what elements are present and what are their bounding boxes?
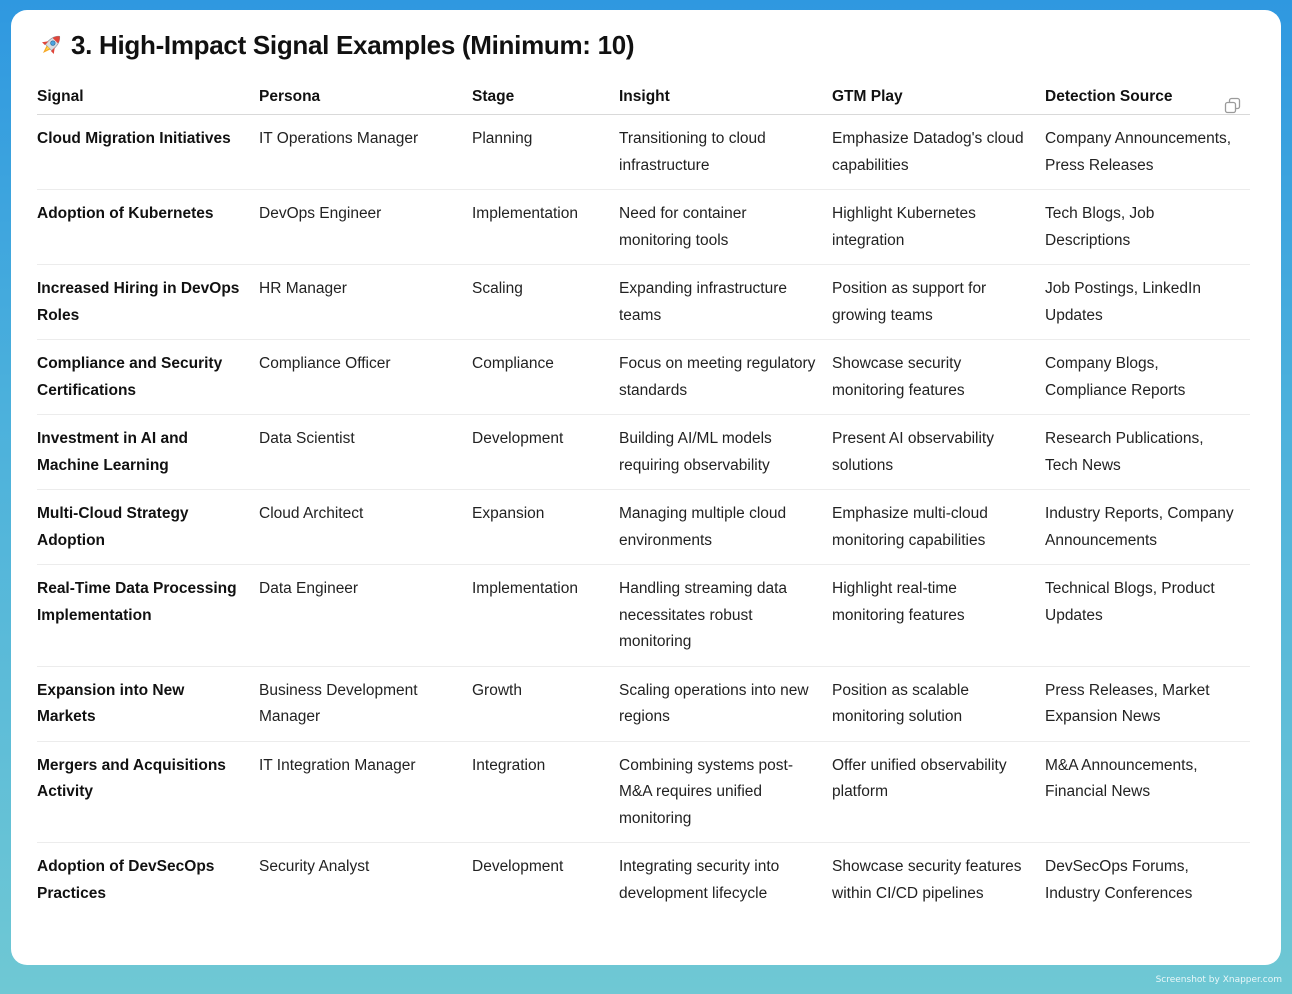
cell-signal: Expansion into New Markets: [37, 666, 259, 741]
cell-gtm-play: Present AI observability solutions: [832, 415, 1045, 490]
cell-signal: Cloud Migration Initiatives: [37, 115, 259, 190]
cell-signal: Investment in AI and Machine Learning: [37, 415, 259, 490]
copy-table-icon[interactable]: [1224, 97, 1242, 115]
cell-persona: HR Manager: [259, 265, 472, 340]
cell-persona: Data Scientist: [259, 415, 472, 490]
cell-stage: Integration: [472, 741, 619, 843]
cell-gtm-play: Emphasize multi-cloud monitoring capabilities: [832, 490, 1045, 565]
cell-gtm-play: Offer unified observability platform: [832, 741, 1045, 843]
cell-stage: Development: [472, 415, 619, 490]
table-row: [37, 190, 1250, 265]
cell-insight: Building AI/ML models requiring observability: [619, 415, 832, 490]
signals-table-container: [37, 80, 1250, 917]
cell-insight: Integrating security into development lifecycle: [619, 858, 780, 902]
cell-persona: Business Development Manager: [259, 666, 472, 741]
section-title-text: 3. High-Impact Signal Examples (Minimum: 10): [71, 29, 635, 60]
cell-detection-source: Job Postings, LinkedIn Updates: [1045, 265, 1250, 340]
cell-persona: Compliance Officer: [259, 340, 472, 415]
cell-persona: IT Operations Manager: [259, 115, 472, 190]
column-header-stage: Stage: [472, 80, 619, 115]
cell-gtm-play: Position as scalable monitoring solution: [832, 666, 1045, 741]
cell-persona: Cloud Architect: [259, 490, 472, 565]
cell-insight: Handling streaming data necessitates robust monitoring: [619, 565, 832, 667]
section-title: [37, 28, 634, 62]
table-row: [37, 490, 1250, 565]
cell-stage: Scaling: [472, 265, 619, 340]
cell-signal: Increased Hiring in DevOps Roles: [37, 265, 259, 340]
column-header-persona: Persona: [259, 80, 472, 115]
cell-persona: Data Engineer: [259, 565, 472, 667]
cell-detection-source: Press Releases, Market Expansion News: [1045, 666, 1250, 741]
cell-detection-source: Technical Blogs, Product Updates: [1045, 565, 1250, 667]
table-row: [37, 843, 1250, 918]
cell-gtm-play: Showcase security features within CI/CD pipelines: [832, 858, 1022, 902]
table-row: [37, 565, 1250, 667]
cell-stage: Compliance: [472, 340, 619, 415]
cell-insight: Expanding infrastructure teams: [619, 265, 832, 340]
content-card: [11, 10, 1281, 965]
cell-insight: Need for container monitoring tools: [619, 190, 832, 265]
cell-gtm-play: Highlight real-time monitoring features: [832, 565, 1045, 667]
table-row: [37, 415, 1250, 490]
cell-signal: Multi-Cloud Strategy Adoption: [37, 490, 259, 565]
cell-insight: Combining systems post-M&A requires unified monitoring: [619, 741, 832, 843]
table-row: [37, 340, 1250, 415]
cell-stage: Planning: [472, 115, 619, 190]
cell-detection-source: Research Publications, Tech News: [1045, 415, 1250, 490]
cell-stage: Development: [472, 858, 564, 875]
cell-persona: Security Analyst: [259, 858, 370, 875]
table-row: [37, 666, 1250, 741]
watermark: Screenshot by Xnapper.com: [1155, 975, 1282, 985]
cell-detection-source: Industry Reports, Company Announcements: [1045, 490, 1250, 565]
cell-insight: Focus on meeting regulatory standards: [619, 340, 832, 415]
cell-gtm-play: Showcase security monitoring features: [832, 340, 1045, 415]
column-header-gtm-play: GTM Play: [832, 80, 1045, 115]
table-row: [37, 741, 1250, 843]
column-header-signal: Signal: [37, 80, 259, 115]
table-header-row: [37, 80, 1250, 115]
cell-detection-source: DevSecOps Forums, Industry Conferences: [1045, 858, 1193, 902]
cell-detection-source: Company Blogs, Compliance Reports: [1045, 340, 1250, 415]
cell-stage: Expansion: [472, 490, 619, 565]
cell-signal: Adoption of Kubernetes: [37, 190, 259, 265]
rocket-icon: [37, 31, 65, 59]
signals-table: [37, 80, 1250, 917]
column-header-detection-source: Detection Source: [1045, 80, 1250, 115]
cell-persona: DevOps Engineer: [259, 190, 472, 265]
column-header-insight: Insight: [619, 80, 832, 115]
cell-persona: IT Integration Manager: [259, 741, 472, 843]
cell-stage: Growth: [472, 666, 619, 741]
cell-stage: Implementation: [472, 190, 619, 265]
cell-signal: Mergers and Acquisitions Activity: [37, 741, 259, 843]
table-row: [37, 115, 1250, 190]
cell-gtm-play: Position as support for growing teams: [832, 265, 1045, 340]
cell-insight: Managing multiple cloud environments: [619, 490, 832, 565]
cell-signal: Adoption of DevSecOps Practices: [37, 858, 215, 902]
cell-signal: Compliance and Security Certifications: [37, 340, 259, 415]
cell-insight: Transitioning to cloud infrastructure: [619, 115, 832, 190]
cell-gtm-play: Emphasize Datadog's cloud capabilities: [832, 115, 1045, 190]
cell-detection-source: Company Announcements, Press Releases: [1045, 115, 1250, 190]
cell-insight: Scaling operations into new regions: [619, 666, 832, 741]
cell-signal: Real-Time Data Processing Implementation: [37, 565, 259, 667]
cell-stage: Implementation: [472, 565, 619, 667]
cell-detection-source: Tech Blogs, Job Descriptions: [1045, 190, 1250, 265]
table-row: [37, 265, 1250, 340]
cell-gtm-play: Highlight Kubernetes integration: [832, 190, 1045, 265]
cell-detection-source: M&A Announcements, Financial News: [1045, 741, 1250, 843]
